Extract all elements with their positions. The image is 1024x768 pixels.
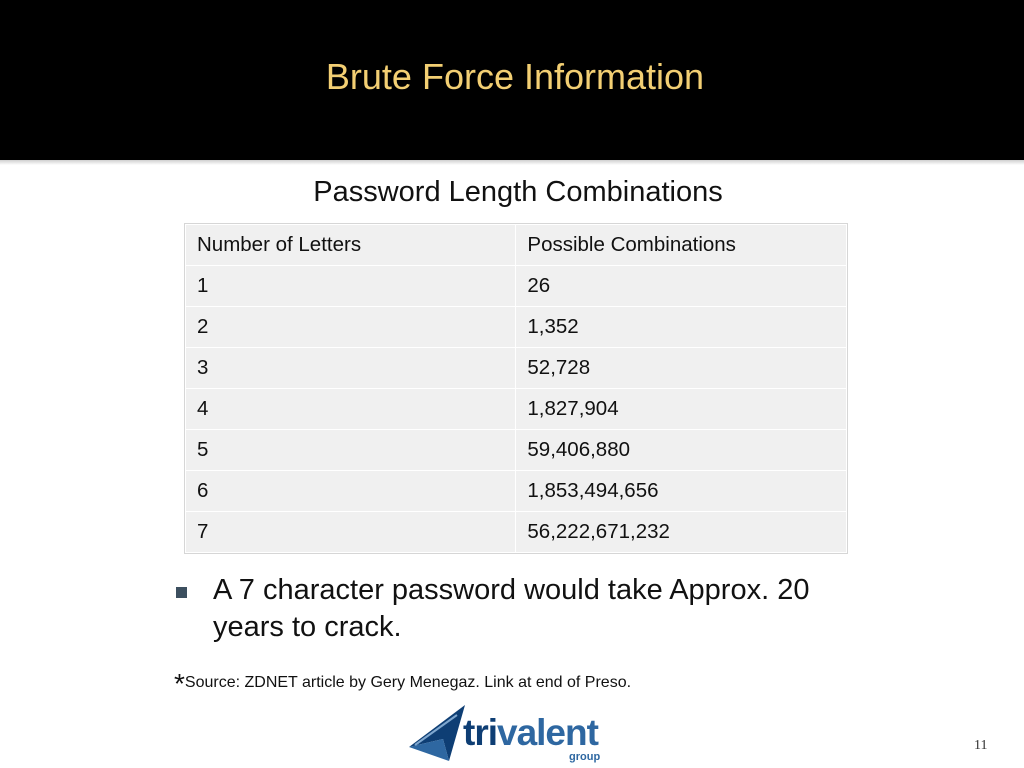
table-header-cell: Possible Combinations	[516, 225, 847, 266]
table-header-row	[186, 225, 847, 266]
combinations-cell: 59,406,880	[516, 430, 847, 471]
letters-cell: 4	[186, 389, 516, 430]
table-row	[186, 266, 847, 307]
table-header-cell: Number of Letters	[186, 225, 516, 266]
combinations-cell: 26	[516, 266, 847, 307]
page-number: 11	[974, 738, 988, 753]
combinations-table	[185, 224, 847, 553]
source-note	[174, 662, 632, 699]
source-asterisk: *	[174, 668, 185, 699]
trivalent-logo	[405, 703, 620, 765]
letters-cell: 5	[186, 430, 516, 471]
letters-cell: 3	[186, 348, 516, 389]
letters-cell: 1	[186, 266, 516, 307]
triangle-swoosh-icon	[405, 703, 467, 765]
logo-subtitle: group	[569, 751, 601, 763]
combinations-cell: 1,827,904	[516, 389, 847, 430]
letters-cell: 7	[186, 512, 516, 553]
letters-cell: 6	[186, 471, 516, 512]
combinations-cell: 52,728	[516, 348, 847, 389]
table-row	[186, 307, 847, 348]
table-row	[186, 389, 847, 430]
logo-wordmark	[463, 713, 598, 753]
title-divider	[0, 160, 1024, 165]
combinations-cell: 1,352	[516, 307, 847, 348]
table-row	[186, 512, 847, 553]
logo-word-valent: valent	[497, 712, 598, 753]
letters-cell: 2	[186, 307, 516, 348]
table-caption: Password Length Combinations	[313, 176, 723, 208]
table-row	[186, 430, 847, 471]
table-row	[186, 471, 847, 512]
logo-word-tri: tri	[463, 712, 497, 753]
slide-title: Brute Force Information	[325, 56, 705, 97]
square-bullet-icon	[176, 587, 187, 598]
combinations-cell: 1,853,494,656	[516, 471, 847, 512]
table-row	[186, 348, 847, 389]
combinations-cell: 56,222,671,232	[516, 512, 847, 553]
title-bar	[0, 0, 1024, 160]
source-text: Source: ZDNET article by Gery Menegaz. Link at end of Preso.	[184, 674, 632, 691]
bullet-text: A 7 character password would take Approx. 20 years to crack.	[213, 574, 810, 643]
